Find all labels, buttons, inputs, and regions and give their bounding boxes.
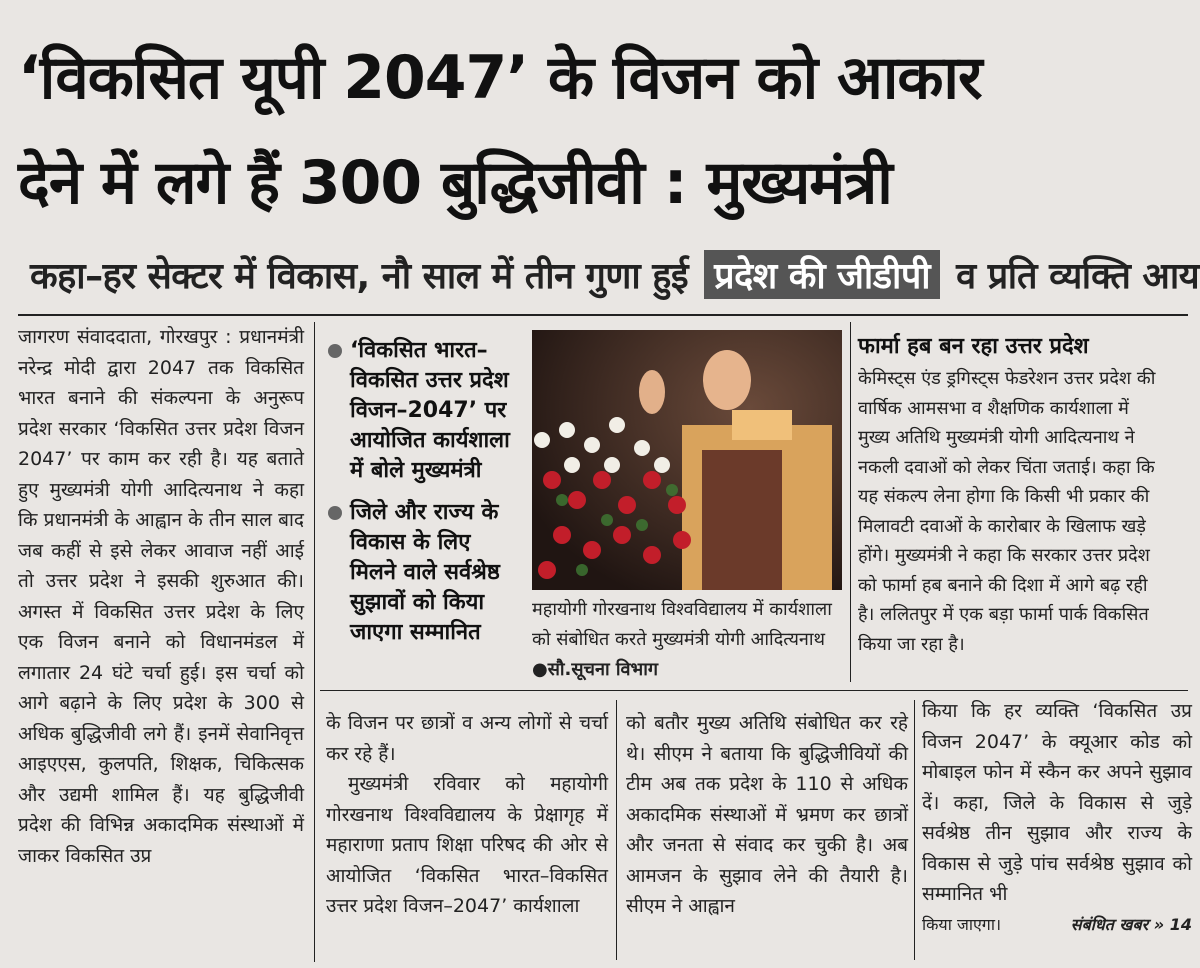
bullet-icon	[328, 344, 342, 358]
pull-quotes	[326, 336, 518, 660]
article-text: के विजन पर छात्रों व अन्य लोगों से चर्चा कर रहे हैं।	[326, 712, 608, 765]
photo-illustration	[532, 330, 842, 590]
pull-quote	[326, 336, 518, 486]
subheadline	[30, 250, 1200, 299]
article-text: किया कि हर व्यक्ति ‘विकसित उप्र विजन 2047’ के क्यूआर कोड को मोबाइल फोन में स्कैन कर अपने सुझाव दें। कहा, जिले के विकास से जुड़े सर्वश्रेष्ठ तीन सुझाव और राज्य के विकास से जुड़े पांच सर्वश्रेष्ठ सुझाव को सम्मानित भी	[922, 700, 1192, 905]
rule-col-c	[914, 700, 915, 960]
news-photo	[532, 330, 842, 590]
article-text: मुख्यमंत्री रविवार को महायोगी गोरखनाथ विश्वविद्यालय के प्रेक्षागृह में महाराणा प्रताप शिक्षा परिषद की ओर से आयोजित ‘विकसित भारत–विकसित उत्तर प्रदेश विजन–2047’ कार्यशाला	[326, 773, 608, 917]
article-end: किया जाएगा।	[922, 914, 1002, 934]
pull-quote-text: जिले और राज्य के विकास के लिए मिलने वाले सर्वश्रेष्ठ सुझावों को किया जाएगा सम्मानित	[350, 500, 500, 645]
article-column-3	[626, 708, 908, 922]
article-footer	[922, 910, 1192, 941]
sidebar-title: फार्मा हब बन रहा उत्तर प्रदेश	[858, 334, 1089, 359]
rule-col-a	[314, 322, 315, 962]
subheadline-end: व प्रति व्यक्ति आय	[956, 256, 1200, 297]
article-text: जागरण संवाददाता, गोरखपुर : प्रधानमंत्री नरेन्द्र मोदी द्वारा 2047 तक विकसित भारत बनाने की संकल्पना के अनुरूप प्रदेश सरकार ‘विकसित उत्तर प्रदेश विजन 2047’ पर काम कर रही है। यह बताते हुए मुख्यमंत्री योगी आदित्यनाथ ने कहा कि प्रधानमंत्री के आह्वान के तीन साल बाद जब कहीं से इसे लेकर आवाज नहीं आई तो उत्तर प्रदेश ने इसकी शुरुआत की। अगस्त में विकसित उत्तर प्रदेश के लिए एक विजन बनाने को विधानमंडल में लगातार 24 घंटे चर्चा हुई। इस चर्चा को आगे बढ़ाने के लिए प्रदेश के 300 से अधिक बुद्धिजीवी लगे हैं। इनमें सेवानिवृत्त आइएएस, कुलपति, शिक्षक, चिकित्सक और उद्यमी शामिल हैं। यह बुद्धिजीवी प्रदेश की विभिन्न अकादमिक संस्थाओं में जाकर विकसित उप्र	[18, 326, 304, 867]
rule-top	[18, 314, 1188, 316]
sidebar-text: केमिस्ट्स एंड ड्रगिस्ट्स फेडरेशन उत्तर प्रदेश की वार्षिक आमसभा व शैक्षणिक कार्यशाला में मुख्य अतिथि मुख्यमंत्री योगी आदित्यनाथ ने नकली दवाओं को लेकर चिंता जताई। कहा कि यह संकल्प लेना होगा कि किसी भी प्रकार की मिलावटी दवाओं के कारोबार के खिलाफ खड़े होंगे। मुख्यमंत्री ने कहा कि सरकार उत्तर प्रदेश को फार्मा हब बनाने की दिशा में आगे बढ़ रही है। ललितपुर में एक बड़ा फार्मा पार्क विकसित किया जा रहा है।	[858, 368, 1156, 655]
article-column-4	[922, 696, 1192, 940]
headline-line-2: देने में लगे हैं 300 बुद्धिजीवी : मुख्यमंत्री	[18, 148, 892, 218]
bullet-icon	[328, 506, 342, 520]
sidebar-article	[858, 364, 1158, 659]
article-column-1	[18, 322, 304, 871]
headline-line-1: ‘विकसित यूपी 2047’ के विजन को आकार	[18, 43, 982, 113]
rule-col-b	[616, 700, 617, 960]
article-text: को बतौर मुख्य अतिथि संबोधित कर रहे थे। सीएम ने बताया कि बुद्धिजीवियों की टीम अब तक प्रदेश के 110 से अधिक अकादमिक संस्थाओं में भ्रमण कर छात्रों और जनता से संवाद कर चुकी है। अब आमजन के सुझाव लेने की तैयारी है। सीएम ने आह्वान	[626, 712, 908, 917]
related-news-reference: संबंधित खबर » 14	[1070, 914, 1192, 934]
subheadline-highlight: प्रदेश की जीडीपी	[704, 250, 940, 299]
rule-mid	[320, 690, 1188, 691]
photo-caption	[532, 595, 852, 685]
caption-text: महायोगी गोरखनाथ विश्वविद्यालय में कार्यशाला को संबोधित करते मुख्यमंत्री योगी आदित्यनाथ	[532, 599, 832, 650]
pull-quote-text: ‘विकसित भारत–विकसित उत्तर प्रदेश विजन–2047’ पर आयोजित कार्यशाला में बोले मुख्यमंत्री	[350, 338, 510, 483]
photo-credit: ●सौ.सूचना विभाग	[532, 659, 659, 680]
subheadline-text: कहा–हर सेक्टर में विकास, नौ साल में तीन गुणा हुई	[30, 256, 689, 297]
article-column-2	[326, 708, 608, 922]
pull-quote	[326, 498, 518, 648]
